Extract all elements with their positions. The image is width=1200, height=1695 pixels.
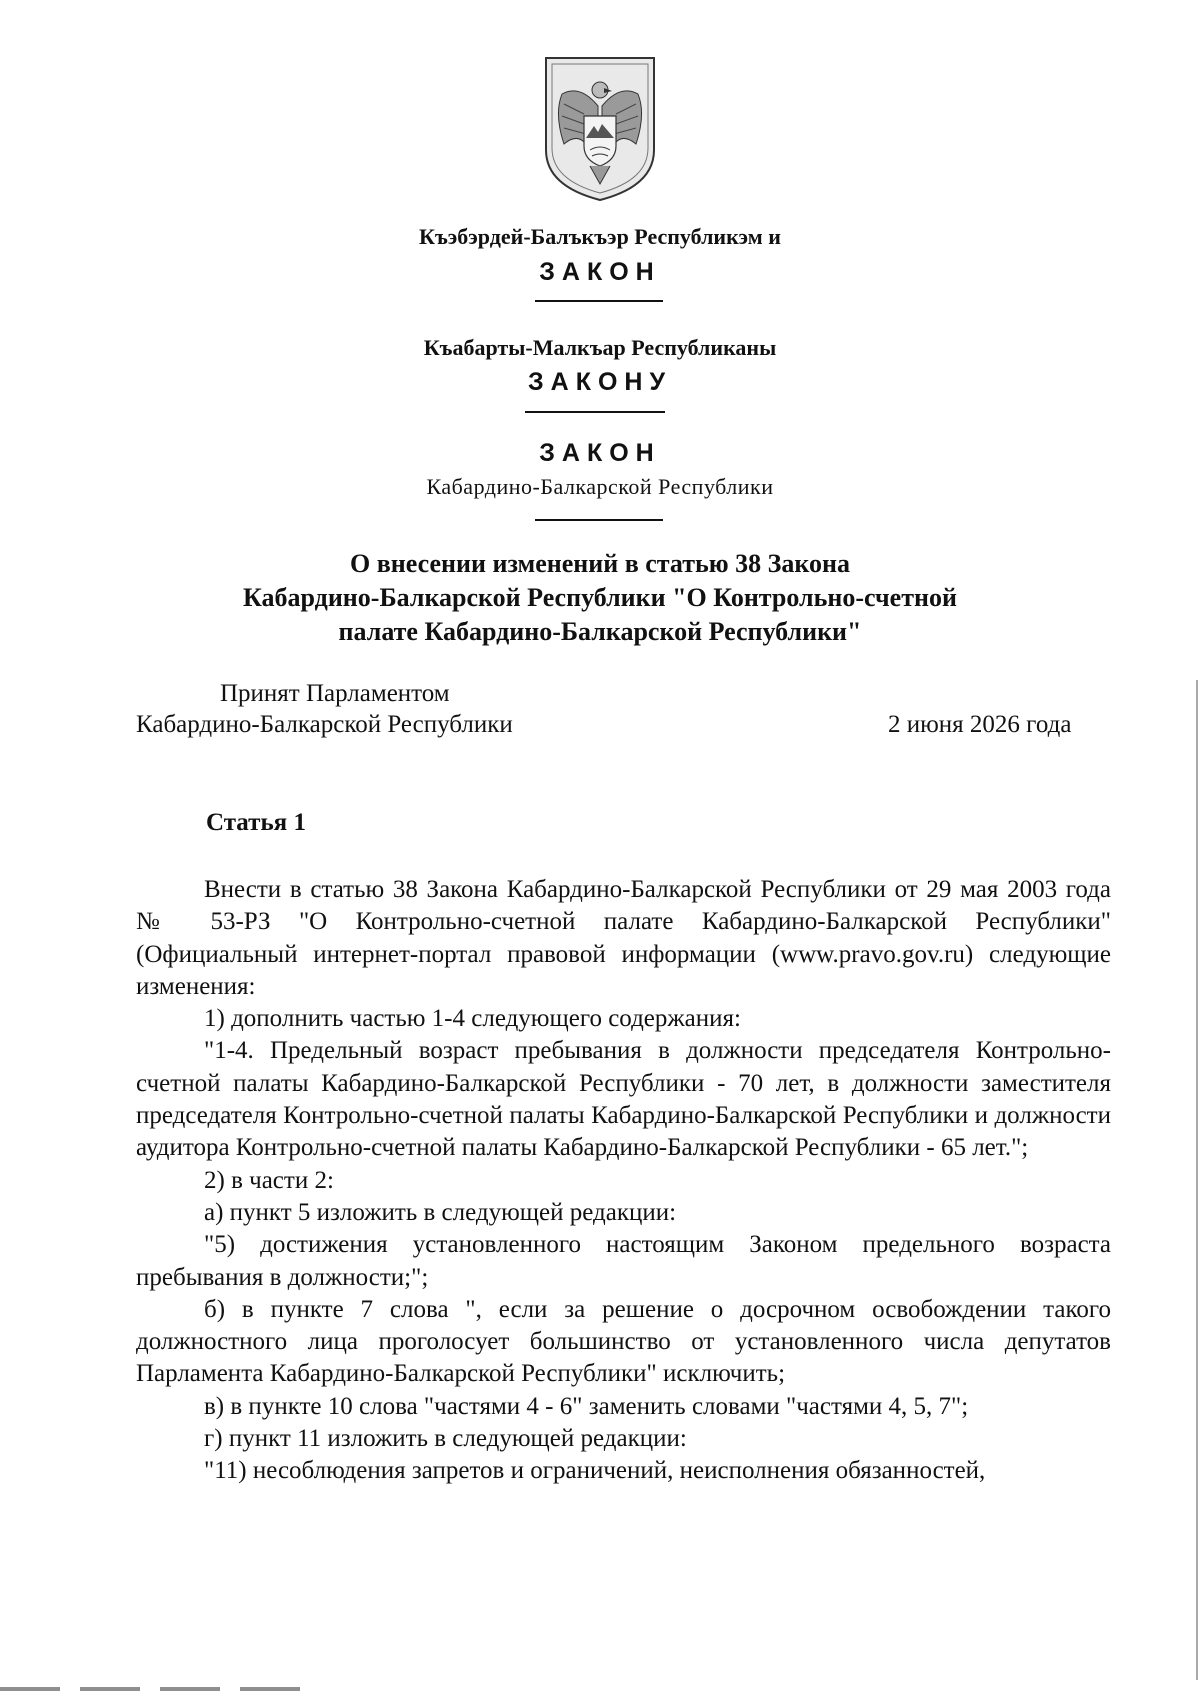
adopted-by-republic: Кабардино-Балкарской Республики — [136, 711, 513, 738]
article-paragraph: Внести в статью 38 Закона Кабардино-Балкарской Республики от 29 мая 2003 года № 53-РЗ "О Контрольно-счетной палате Кабардино-Балкарской Республики" (Официальный интернет-портал правовой информации (www.pravo.gov.ru) следующие изменения: — [136, 876, 1111, 1000]
kabardian-republic-name: Къэбэрдей-Балъкъэр Республикэм и — [419, 224, 781, 249]
article-paragraph: "5) достижения установленного настоящим Законом предельного возраста пребывания в должности;"; — [136, 1231, 1111, 1291]
scan-marks — [0, 1687, 320, 1691]
article-body — [136, 874, 1111, 1488]
article-paragraph: 2) в части 2: — [204, 1166, 334, 1194]
law-title-line: О внесении изменений в статью 38 Закона — [350, 549, 850, 578]
law-title-line: Кабардино-Балкарской Республики "О Контрольно-счетной — [243, 583, 957, 612]
article-paragraph: "11) несоблюдения запретов и ограничений, неисполнения обязанностей, — [204, 1457, 986, 1485]
law-title — [0, 547, 1200, 649]
divider — [525, 411, 665, 413]
law-title-line: палате Кабардино-Балкарской Республики" — [338, 617, 862, 646]
article-paragraph: б) в пункте 7 слова ", если за решение о досрочном освобождении такого должностного лица проголосует большинство от установленного числа депутатов Парламента Кабардино-Балкарской Республики" исключить; — [136, 1295, 1111, 1388]
scan-edge — [1196, 680, 1198, 1680]
russian-law-heading: ЗАКОН — [539, 439, 661, 467]
article-paragraph: а) пункт 5 изложить в следующей редакции: — [204, 1198, 677, 1226]
kabardian-law-heading: ЗАКОН — [539, 258, 661, 286]
russian-republic-name: Кабардино-Балкарской Республики — [426, 474, 774, 499]
divider — [535, 519, 663, 521]
article-paragraph: "1-4. Предельный возраст пребывания в должности председателя Контрольно-счетной палаты Кабардино-Балкарской Республики - 70 лет, в должности заместителя председателя Контрольно-счетной палаты Кабардино-Балкарской Республики и должности аудитора Контрольно-счетной палаты Кабардино-Балкарской Республики - 65 лет."; — [136, 1037, 1111, 1162]
article-paragraph: 1) дополнить частью 1-4 следующего содержания: — [204, 1005, 741, 1033]
balkar-republic-name: Къабарты-Малкъар Республиканы — [423, 335, 777, 360]
article-heading: Статья 1 — [206, 809, 306, 836]
coat-of-arms-icon — [540, 54, 660, 202]
balkar-law-heading: ЗАКОНУ — [527, 368, 673, 396]
adoption-date: 2 июня 2026 года — [888, 711, 1072, 738]
adopted-by: Принят Парламентом — [220, 680, 450, 707]
divider — [535, 300, 663, 302]
article-paragraph: г) пункт 11 изложить в следующей редакции: — [204, 1425, 687, 1453]
article-paragraph: в) в пункте 10 слова "частями 4 - 6" заменить словами "частями 4, 5, 7"; — [204, 1392, 969, 1420]
